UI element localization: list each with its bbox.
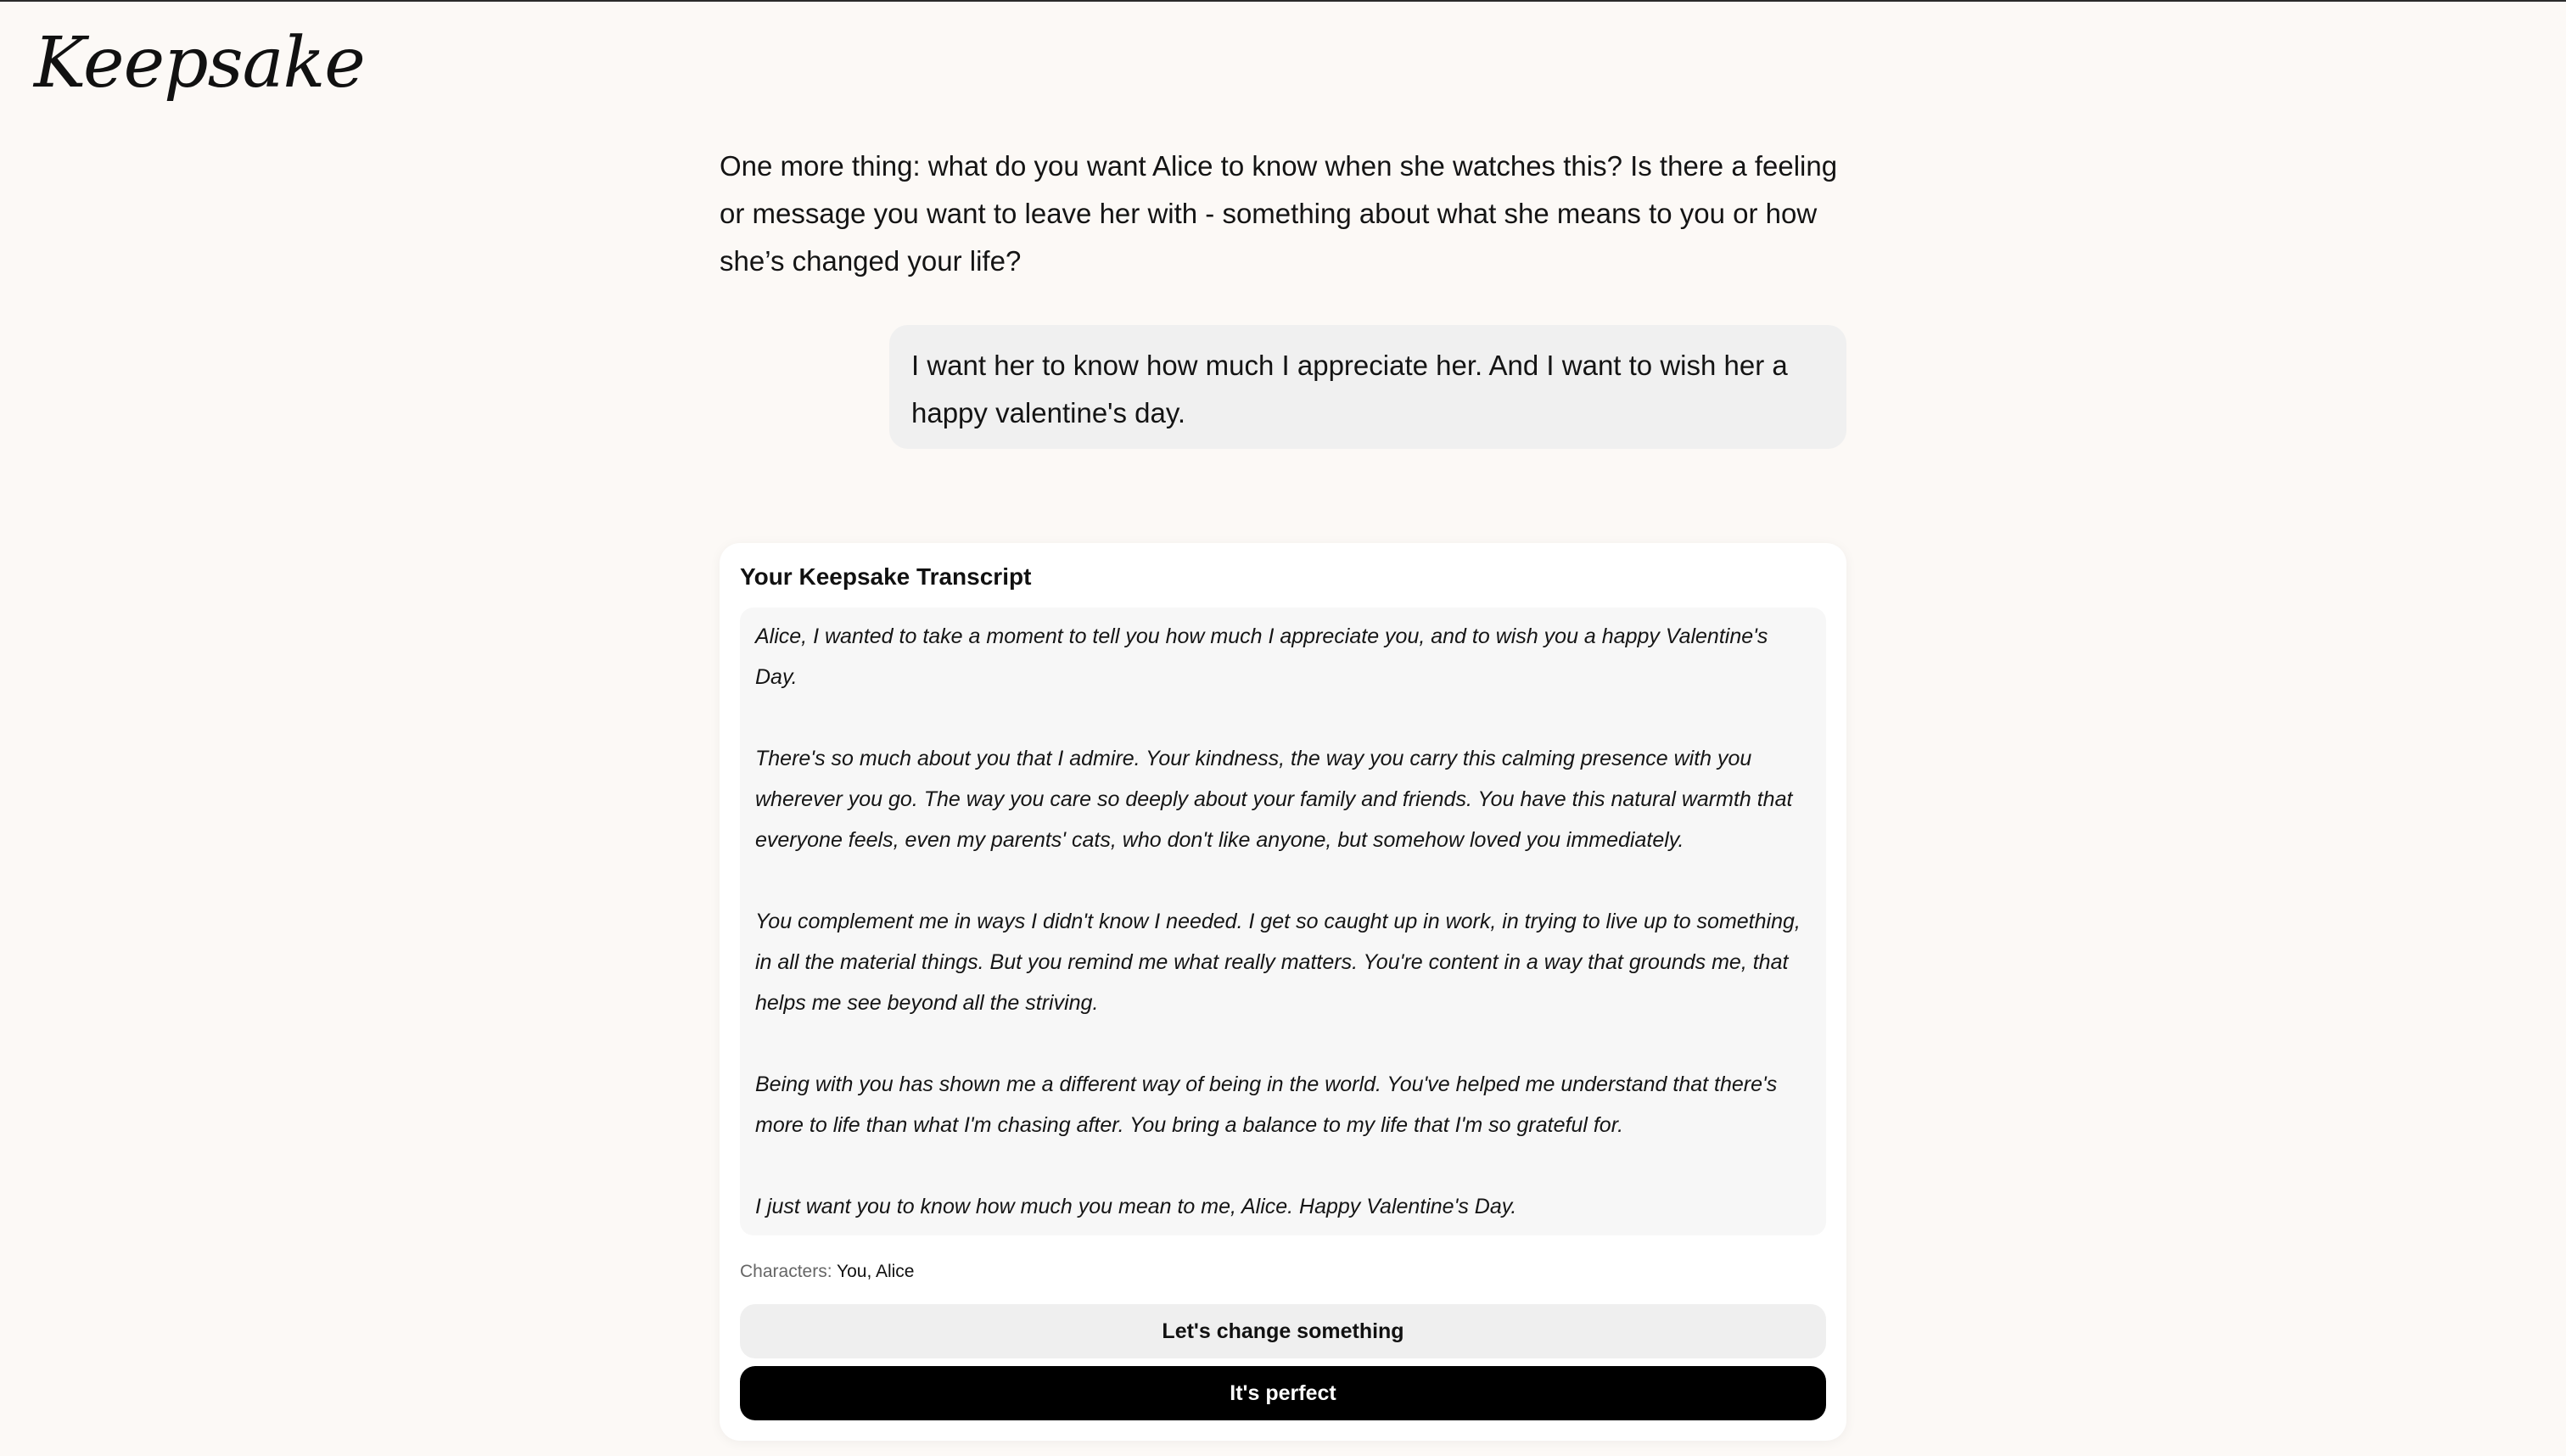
transcript-card <box>720 543 1846 1441</box>
characters-label: Characters: <box>740 1262 832 1281</box>
transcript-paragraph: You complement me in ways I didn't know I needed. I get so caught up in work, in trying to live up to something, in all the material things. But you remind me what really matters. You're content in a way that grounds me, that helps me see beyond all the striving. <box>755 910 1801 1015</box>
assistant-message: One more thing: what do you want Alice to know when she watches this? Is there a feeling or message you want to leave her with - something about what she means to you or how she’s changed your life? <box>720 150 1838 277</box>
user-message-bubble: I want her to know how much I appreciate her. And I want to wish her a happy valentine's day. <box>889 325 1846 449</box>
keepsake-logo[interactable]: Keepsake <box>34 23 365 104</box>
transcript-text-box <box>740 608 1826 1235</box>
characters-value: You, Alice <box>837 1262 915 1281</box>
change-something-button[interactable]: Let's change something <box>740 1304 1826 1358</box>
transcript-paragraph: There's so much about you that I admire. Your kindness, the way you carry this calming presence with you wherever you go. The way you care so deeply about your family and friends. You have this natural warmth that everyone feels, even my parents' cats, who don't like anyone, but somehow loved you immediately. <box>755 747 1793 852</box>
its-perfect-button[interactable]: It's perfect <box>740 1366 1826 1420</box>
transcript-paragraph: I just want you to know how much you mean to me, Alice. Happy Valentine's Day. <box>755 1195 1517 1218</box>
transcript-paragraph: Alice, I wanted to take a moment to tell you how much I appreciate you, and to wish you a happy Valentine's Day. <box>755 624 1768 689</box>
transcript-paragraph: Being with you has shown me a different way of being in the world. You've helped me understand that there's more to life than what I'm chasing after. You bring a balance to my life that I'm so grateful for. <box>755 1072 1778 1137</box>
characters-line <box>740 1262 914 1282</box>
transcript-title: Your Keepsake Transcript <box>740 563 1032 590</box>
top-border <box>0 0 2566 2</box>
